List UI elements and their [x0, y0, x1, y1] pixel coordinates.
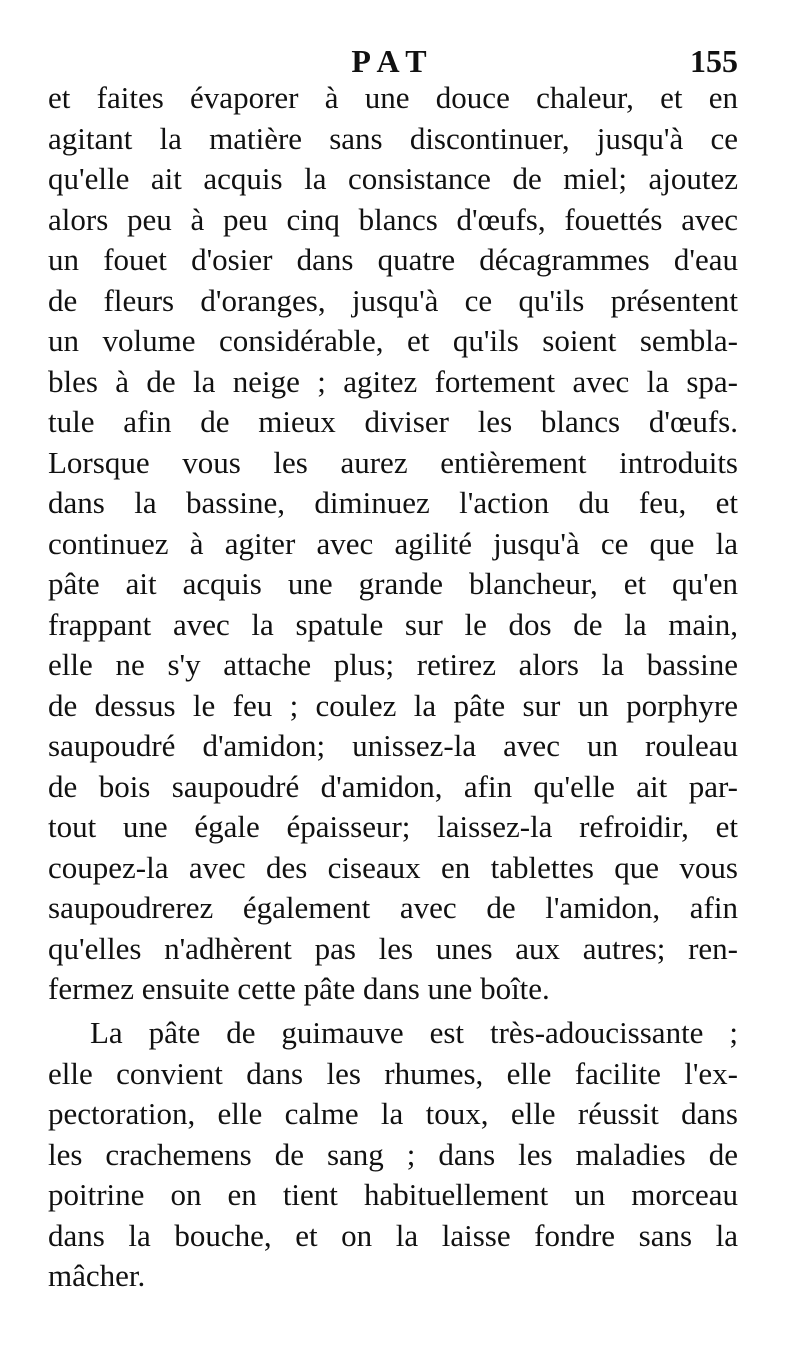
- text-line: elle convient dans les rhumes, elle facilite l'ex-: [48, 1055, 738, 1091]
- page-number: 155: [690, 43, 738, 79]
- text-line: dans la bouche, et on la laisse fondre sans la: [48, 1217, 738, 1253]
- text-line: un volume considérable, et qu'ils soient sembla-: [48, 323, 738, 358]
- paragraph-2: [48, 1013, 738, 1297]
- text-line: pâte ait acquis une grande blancheur, et qu'en: [48, 566, 738, 601]
- text-line: les crachemens de sang ; dans les maladies de: [48, 1136, 738, 1172]
- text-line: un fouet d'osier dans quatre décagrammes d'eau: [48, 242, 738, 277]
- text-line: dans la bassine, diminuez l'action du feu, et: [48, 485, 738, 520]
- text-line: alors peu à peu cinq blancs d'œufs, fouettés avec: [48, 201, 738, 237]
- text-line: frappant avec la spatule sur le dos de la main,: [48, 606, 738, 642]
- text-line: de dessus le feu ; coulez la pâte sur un porphyre: [48, 687, 738, 723]
- text-line: mâcher.: [48, 1258, 146, 1293]
- text-line: bles à de la neige ; agitez fortement avec la spa-: [48, 363, 738, 399]
- text-line: tout une égale épaisseur; laissez-la refroidir, et: [48, 809, 738, 844]
- running-title: PAT: [351, 43, 435, 79]
- text-line: pectoration, elle calme la toux, elle réussit dans: [48, 1096, 738, 1131]
- text-line: elle ne s'y attache plus; retirez alors la bassine: [48, 647, 738, 682]
- text-line: fermez ensuite cette pâte dans une boîte.: [48, 971, 550, 1006]
- text-line: tule afin de mieux diviser les blancs d'œufs.: [48, 404, 738, 439]
- text-line: poitrine on en tient habituellement un morceau: [48, 1177, 738, 1212]
- text-line: continuez à agiter avec agilité jusqu'à ce que la: [48, 525, 738, 561]
- paragraph-1: [48, 78, 738, 1010]
- text-line: agitant la matière sans discontinuer, jusqu'à ce: [48, 120, 738, 156]
- text-line: saupoudré d'amidon; unissez-la avec un rouleau: [48, 728, 738, 763]
- text-line: de fleurs d'oranges, jusqu'à ce qu'ils présentent: [48, 282, 738, 318]
- text-line: qu'elle ait acquis la consistance de miel; ajoutez: [48, 161, 738, 196]
- text-line: coupez-la avec des ciseaux en tablettes que vous: [48, 849, 738, 885]
- text-line: Lorsque vous les aurez entièrement introduits: [48, 444, 738, 480]
- text-line: La pâte de guimauve est très-adoucissante ;: [90, 1015, 738, 1050]
- text-line: et faites évaporer à une douce chaleur, et en: [48, 80, 738, 115]
- text-line: de bois saupoudré d'amidon, afin qu'elle ait par-: [48, 768, 738, 804]
- text-line: saupoudrerez également avec de l'amidon, afin: [48, 890, 738, 925]
- text-line: qu'elles n'adhèrent pas les unes aux autres; ren-: [48, 930, 738, 966]
